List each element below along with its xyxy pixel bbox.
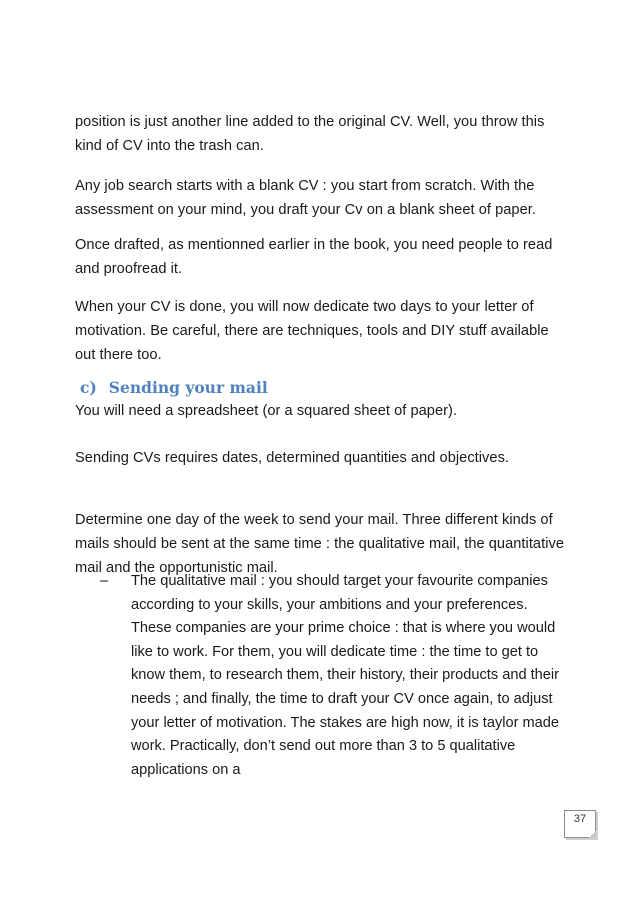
paragraph: When your CV is done, you will now dedicate two days to your letter of motivation. Be careful, there are techniques, tools and DIY stuff available out there too. bbox=[75, 299, 549, 363]
paragraph bbox=[75, 377, 565, 423]
paragraph: position is just another line added to the original CV. Well, you throw this kind of CV into the trash can. bbox=[75, 114, 545, 154]
bullet-dash: – bbox=[100, 573, 109, 589]
paragraph-text: You will need a spreadsheet (or a squared sheet of paper). bbox=[75, 403, 458, 419]
paragraph: Any job search starts with a blank CV : you start from scratch. With the assessment on your mind, you draft your Cv on a blank sheet of paper. bbox=[75, 178, 536, 218]
paragraph: Sending CVs requires dates, determined quantities and objectives. bbox=[75, 450, 510, 466]
paragraph: Determine one day of the week to send your mail. Three different kinds of mails should be sent at the same time : the qualitative mail, the quantitative mail and the opportunistic mail. bbox=[75, 512, 564, 576]
section-title: Sending your mail bbox=[108, 378, 268, 397]
list-item-text: The qualitative mail : you should target your favourite companies according to your skills, your ambitions and your preferences. These companies are your prime choice : that is where you would like to work. For them, you will dedicate time : the time to get to know them, to research them, their history, their products and their needs ; and finally, the time to draft your CV once again, to adjust your letter of motivation. The stakes are high now, it is taylor made work. Practically, don’t send out more than 3 to 5 qualitative applications on a bbox=[131, 573, 560, 778]
paragraph: Once drafted, as mentionned earlier in the book, you need people to read and proofread it. bbox=[75, 237, 553, 277]
page-number: 37 bbox=[564, 810, 596, 838]
section-marker: c) bbox=[80, 378, 97, 397]
list-item bbox=[100, 570, 570, 782]
